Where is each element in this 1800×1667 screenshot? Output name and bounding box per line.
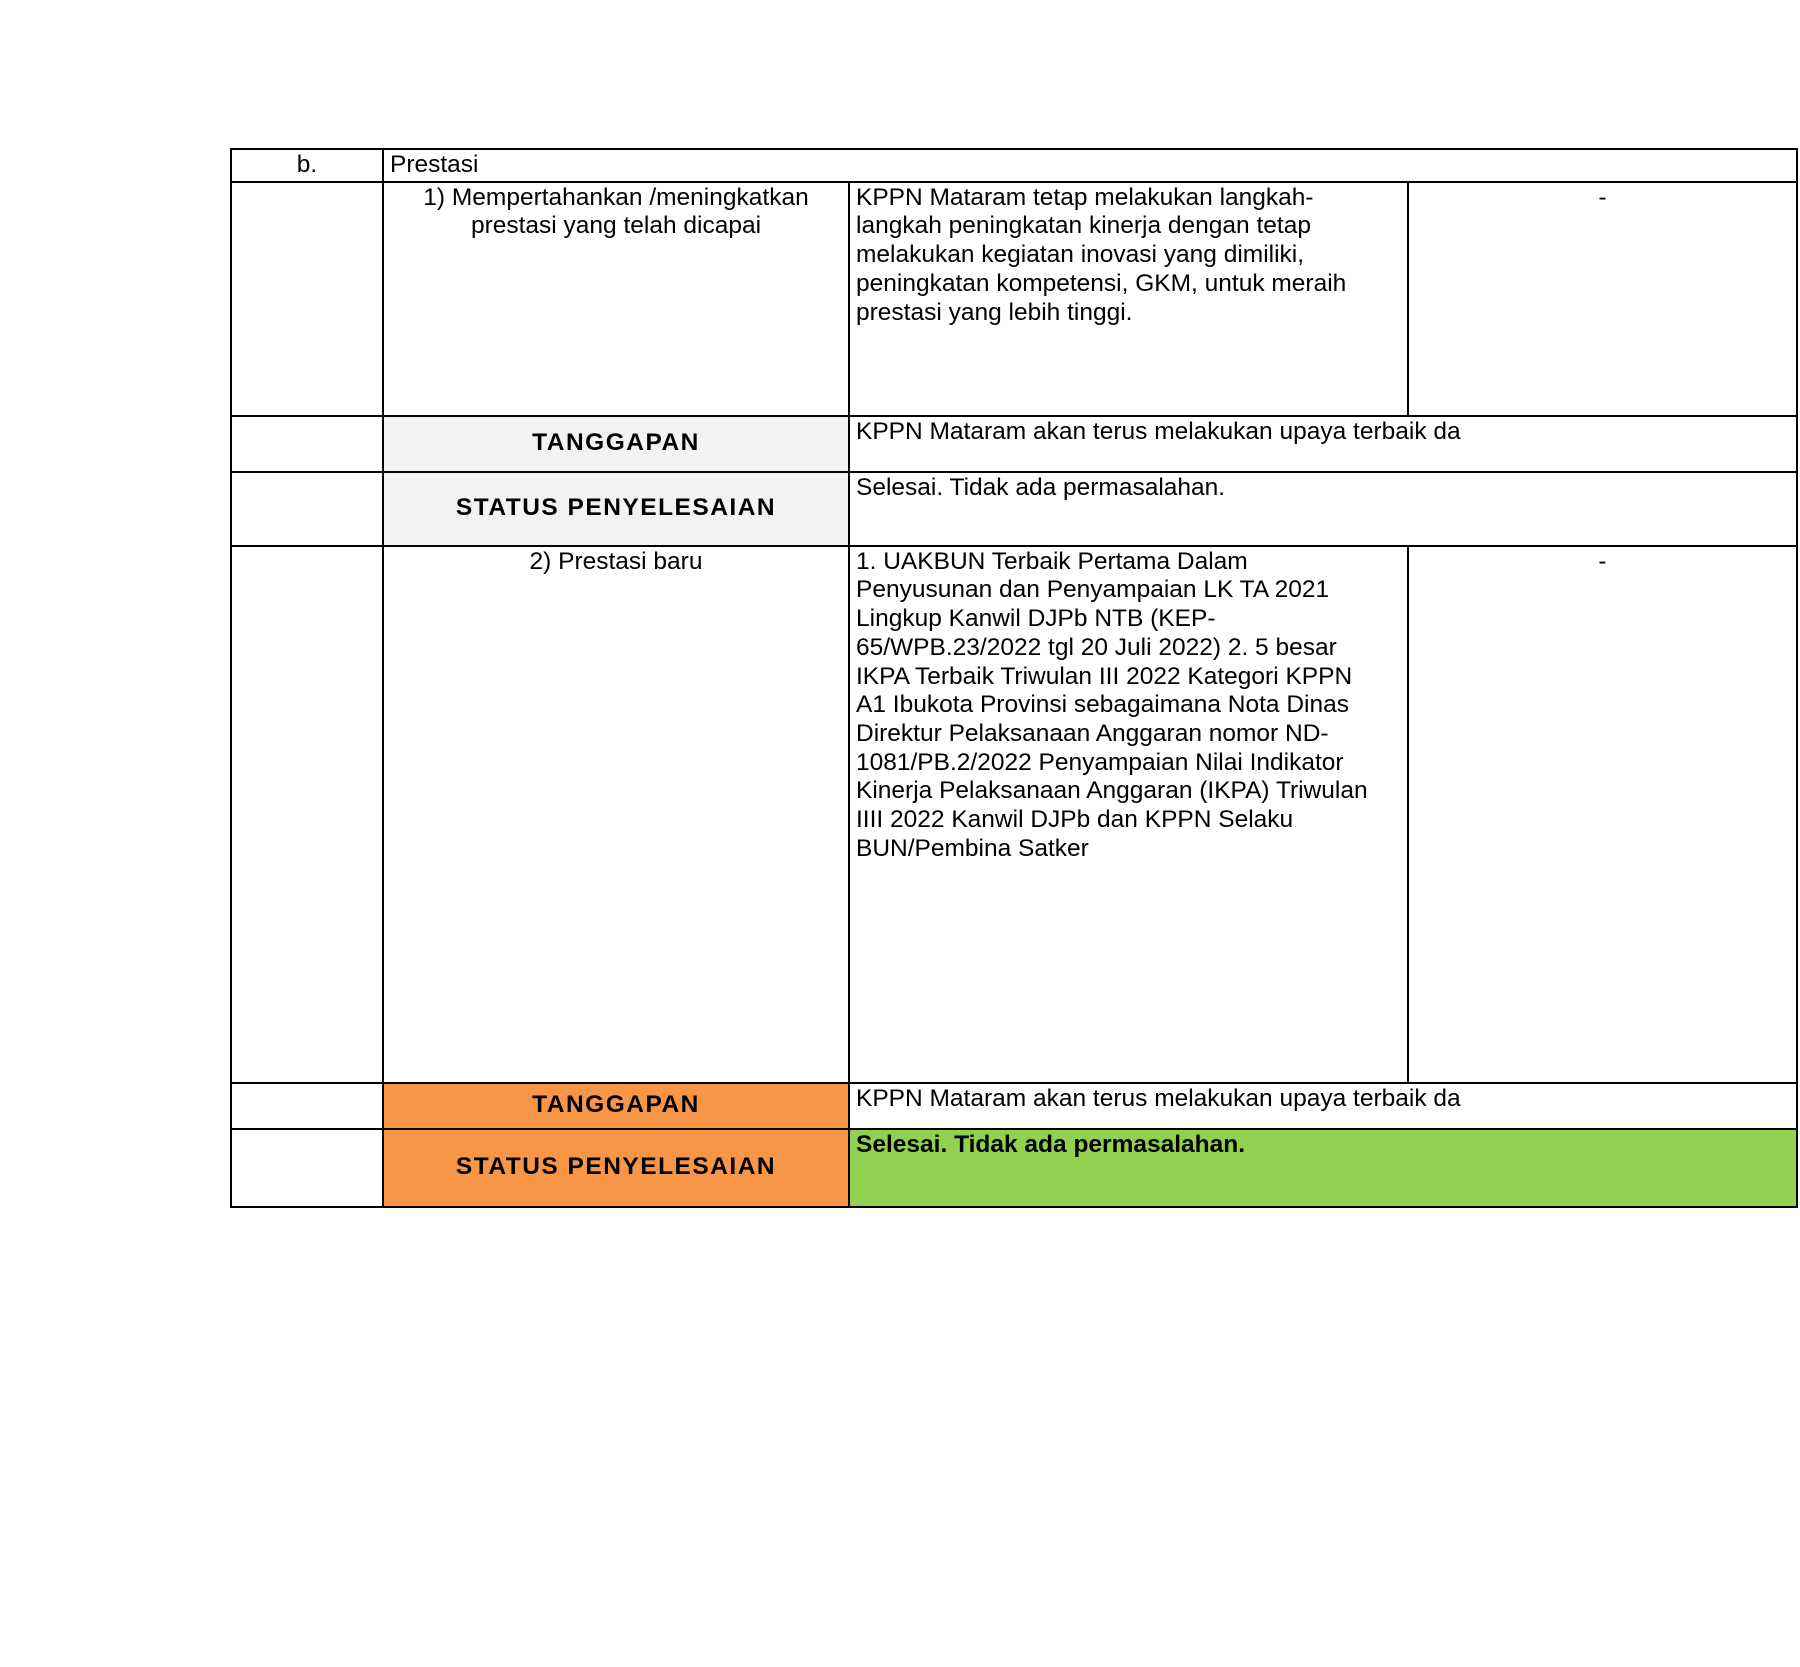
status-row — [231, 472, 1797, 546]
item-extra: - — [1408, 182, 1797, 416]
item-description: KPPN Mataram tetap melakukan langkah-langkah peningkatan kinerja dengan tetap melakukan kegiatan inovasi yang dimiliki, peningkatan kompetensi, GKM, untuk meraih prestasi yang lebih tinggi. — [849, 182, 1408, 416]
status-label: STATUS PENYELESAIAN — [383, 1129, 849, 1207]
status-text: Selesai. Tidak ada permasalahan. — [849, 472, 1797, 546]
tanggapan-row — [231, 1083, 1797, 1129]
section-header-row — [231, 149, 1797, 182]
status-label: STATUS PENYELESAIAN — [383, 472, 849, 546]
tanggapan-label: TANGGAPAN — [383, 416, 849, 472]
item-description: 1. UAKBUN Terbaik Pertama Dalam Penyusunan dan Penyampaian LK TA 2021 Lingkup Kanwil DJPb NTB (KEP-65/WPB.23/2022 tgl 20 Juli 2022) 2. 5 besar IKPA Terbaik Triwulan III 2022 Kategori KPPN A1 Ibukota Provinsi sebagaimana Nota Dinas Direktur Pelaksanaan Anggaran nomor ND-1081/PB.2/2022 Penyampaian Nilai Indikator Kinerja Pelaksanaan Anggaran (IKPA) Triwulan IIII 2022 Kanwil DJPb dan KPPN Selaku BUN/Pembina Satker — [849, 546, 1408, 1083]
table-row — [231, 546, 1797, 1083]
section-title: Prestasi — [383, 149, 1797, 182]
item-label: 1) Mempertahankan /meningkatkan prestasi yang telah dicapai — [383, 182, 849, 416]
table-row — [231, 182, 1797, 416]
item-extra: - — [1408, 546, 1797, 1083]
section-letter: b. — [231, 149, 383, 182]
item-label: 2) Prestasi baru — [383, 546, 849, 1083]
tanggapan-label: TANGGAPAN — [383, 1083, 849, 1129]
status-row — [231, 1129, 1797, 1207]
tanggapan-row — [231, 416, 1797, 472]
status-text: Selesai. Tidak ada permasalahan. — [849, 1129, 1797, 1207]
prestasi-table — [230, 148, 1798, 1208]
tanggapan-text: KPPN Mataram akan terus melakukan upaya terbaik da — [849, 1083, 1797, 1129]
tanggapan-text: KPPN Mataram akan terus melakukan upaya terbaik da — [849, 416, 1797, 472]
